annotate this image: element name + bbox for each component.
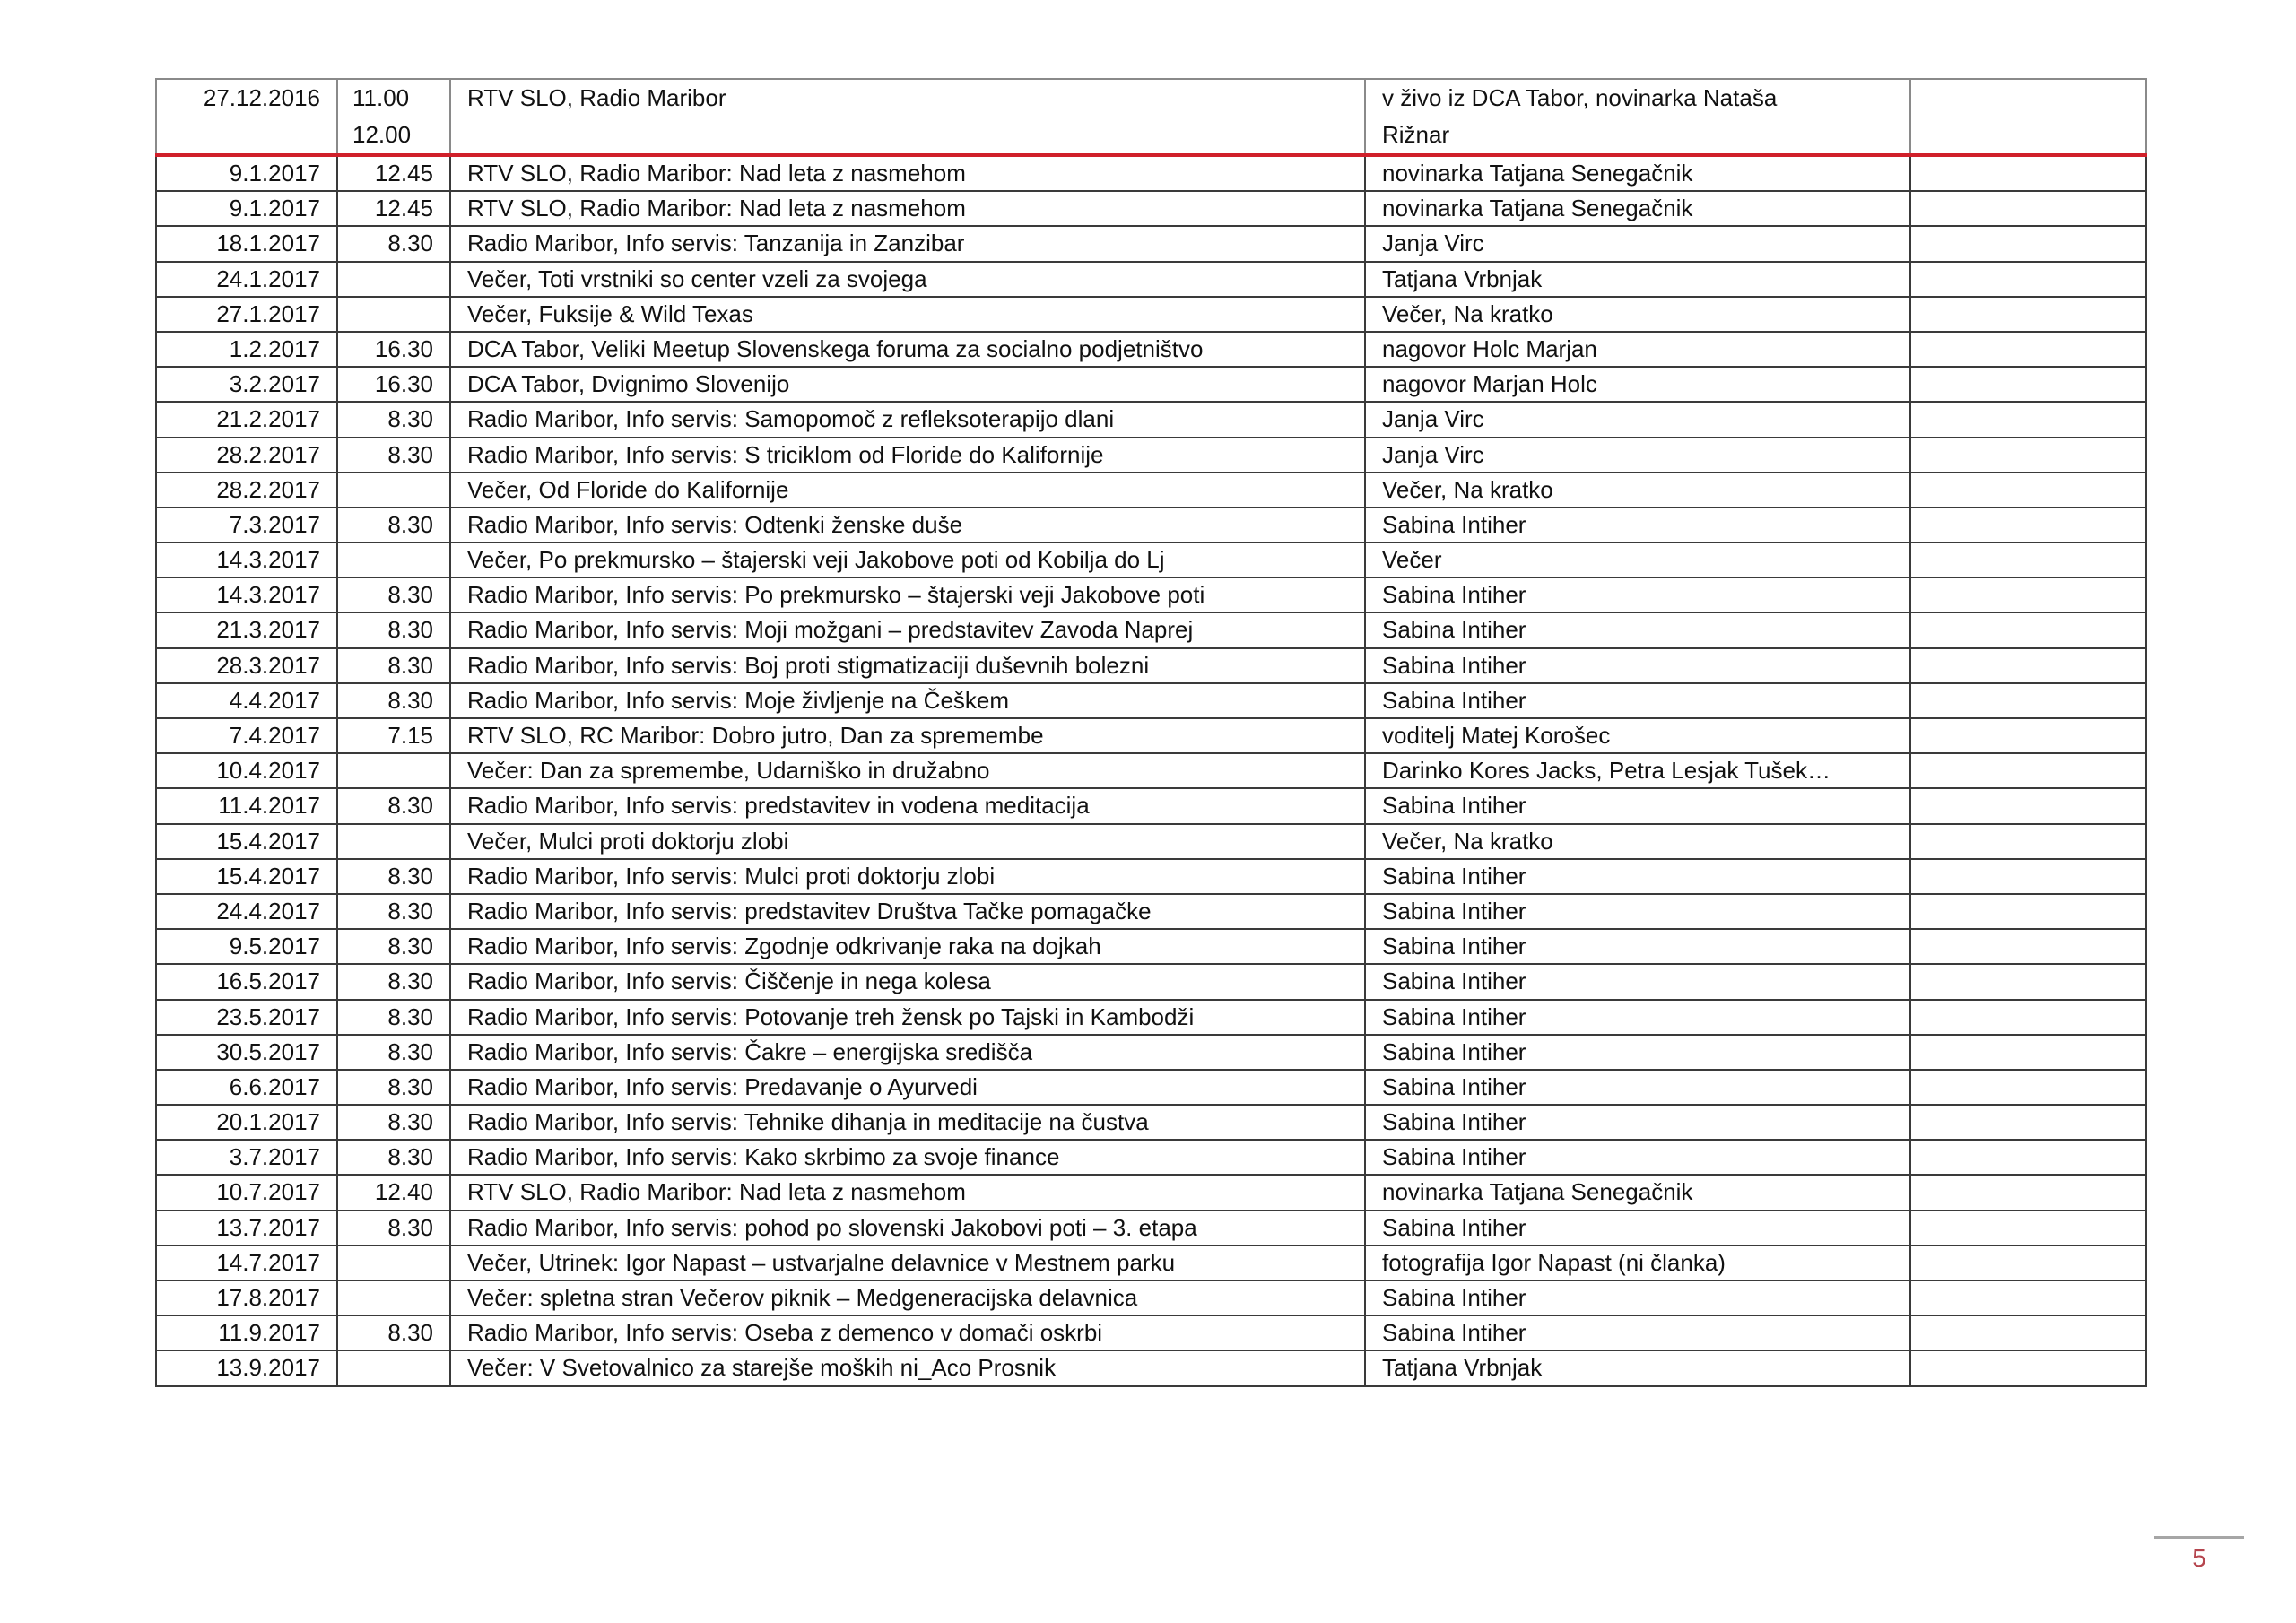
time-cell (337, 1245, 450, 1280)
date-cell: 15.4.2017 (156, 824, 337, 859)
table-row (156, 367, 2146, 402)
note-cell (1910, 683, 2146, 718)
source-cell: nagovor Holc Marjan (1365, 332, 1910, 367)
table-row (156, 1175, 2146, 1210)
time-cell: 8.30 (337, 226, 450, 261)
note-cell (1910, 1070, 2146, 1105)
time-cell: 8.30 (337, 1105, 450, 1140)
date-cell: 27.12.2016 (156, 79, 337, 155)
source-cell: Sabina Intiher (1365, 612, 1910, 647)
time-cell: 16.30 (337, 367, 450, 402)
title-cell: DCA Tabor, Dvignimo Slovenijo (450, 367, 1365, 402)
title-cell: Radio Maribor, Info servis: pohod po slovenski Jakobovi poti – 3. etapa (450, 1211, 1365, 1245)
table-row (156, 718, 2146, 753)
table-row (156, 332, 2146, 367)
title-cell: RTV SLO, Radio Maribor: Nad leta z nasmehom (450, 1175, 1365, 1210)
source-line: Rižnar (1382, 121, 1450, 148)
note-cell (1910, 577, 2146, 612)
date-cell: 11.9.2017 (156, 1315, 337, 1350)
note-cell (1910, 1035, 2146, 1070)
title-cell: Radio Maribor, Info servis: S triciklom od Floride do Kalifornije (450, 438, 1365, 473)
note-cell (1910, 226, 2146, 261)
source-cell: Večer, Na kratko (1365, 297, 1910, 332)
time-start: 11.00 (352, 84, 410, 111)
table-row (156, 297, 2146, 332)
source-cell: Sabina Intiher (1365, 859, 1910, 894)
source-cell (1365, 79, 1910, 155)
table-row (156, 1211, 2146, 1245)
table-row (156, 1000, 2146, 1035)
note-cell (1910, 1280, 2146, 1315)
date-cell: 13.9.2017 (156, 1350, 337, 1385)
time-cell: 8.30 (337, 508, 450, 542)
page-number: 5 (2192, 1544, 2206, 1572)
title-cell: Radio Maribor, Info servis: Moji možgani – predstavitev Zavoda Naprej (450, 612, 1365, 647)
note-cell (1910, 508, 2146, 542)
source-cell: nagovor Marjan Holc (1365, 367, 1910, 402)
title-cell: Radio Maribor, Info servis: Mulci proti doktorju zlobi (450, 859, 1365, 894)
note-cell (1910, 1000, 2146, 1035)
time-cell: 8.30 (337, 788, 450, 823)
title-cell: Radio Maribor, Info servis: Čakre – energijska središča (450, 1035, 1365, 1070)
title-cell: Radio Maribor, Info servis: Potovanje treh žensk po Tajski in Kambodži (450, 1000, 1365, 1035)
title-cell: Radio Maribor, Info servis: predstavitev Društva Tačke pomagačke (450, 894, 1365, 929)
date-cell: 14.7.2017 (156, 1245, 337, 1280)
table-row (156, 1245, 2146, 1280)
note-cell (1910, 718, 2146, 753)
time-cell: 8.30 (337, 577, 450, 612)
time-cell (337, 753, 450, 788)
title-cell: Večer: Dan za spremembe, Udarniško in družabno (450, 753, 1365, 788)
time-cell: 8.30 (337, 1211, 450, 1245)
note-cell (1910, 894, 2146, 929)
note-cell (1910, 1315, 2146, 1350)
note-cell (1910, 191, 2146, 226)
table-row (156, 753, 2146, 788)
date-cell: 28.3.2017 (156, 648, 337, 683)
source-cell: Sabina Intiher (1365, 964, 1910, 999)
source-cell: Sabina Intiher (1365, 1280, 1910, 1315)
note-cell (1910, 1245, 2146, 1280)
date-cell: 21.2.2017 (156, 402, 337, 437)
time-cell (337, 1350, 450, 1385)
table-row (156, 683, 2146, 718)
source-cell: Večer (1365, 542, 1910, 577)
note-cell (1910, 438, 2146, 473)
table-row (156, 226, 2146, 261)
table-row (156, 964, 2146, 999)
date-cell: 9.1.2017 (156, 191, 337, 226)
note-cell (1910, 824, 2146, 859)
source-cell: Sabina Intiher (1365, 648, 1910, 683)
time-cell: 8.30 (337, 438, 450, 473)
time-cell: 12.45 (337, 191, 450, 226)
time-cell (337, 824, 450, 859)
title-cell: Radio Maribor, Info servis: Odtenki ženske duše (450, 508, 1365, 542)
note-cell (1910, 1211, 2146, 1245)
time-cell: 8.30 (337, 859, 450, 894)
source-cell: Večer, Na kratko (1365, 473, 1910, 508)
table-row (156, 473, 2146, 508)
note-cell (1910, 753, 2146, 788)
date-cell: 9.5.2017 (156, 929, 337, 964)
footer-rule (2154, 1536, 2244, 1539)
source-cell: Darinko Kores Jacks, Petra Lesjak Tušek… (1365, 753, 1910, 788)
title-cell: Radio Maribor, Info servis: Kako skrbimo za svoje finance (450, 1140, 1365, 1175)
note-cell (1910, 332, 2146, 367)
title-cell: Radio Maribor, Info servis: Po prekmursko – štajerski veji Jakobove poti (450, 577, 1365, 612)
title-cell: DCA Tabor, Veliki Meetup Slovenskega foruma za socialno podjetništvo (450, 332, 1365, 367)
date-cell: 28.2.2017 (156, 473, 337, 508)
title-cell: Radio Maribor, Info servis: Samopomoč z refleksoterapijo dlani (450, 402, 1365, 437)
table-row (156, 1350, 2146, 1385)
source-cell: Tatjana Vrbnjak (1365, 1350, 1910, 1385)
date-cell: 1.2.2017 (156, 332, 337, 367)
time-cell (337, 297, 450, 332)
note-cell (1910, 1175, 2146, 1210)
date-cell: 30.5.2017 (156, 1035, 337, 1070)
time-cell: 8.30 (337, 648, 450, 683)
source-cell: Sabina Intiher (1365, 1140, 1910, 1175)
title-cell: Radio Maribor, Info servis: Tehnike dihanja in meditacije na čustva (450, 1105, 1365, 1140)
date-cell: 14.3.2017 (156, 577, 337, 612)
source-cell: Tatjana Vrbnjak (1365, 262, 1910, 297)
time-cell (337, 262, 450, 297)
table-row (156, 542, 2146, 577)
note-cell (1910, 964, 2146, 999)
title-cell: RTV SLO, Radio Maribor (450, 79, 1365, 155)
date-cell: 23.5.2017 (156, 1000, 337, 1035)
media-appearances-table (155, 78, 2147, 1387)
note-cell (1910, 859, 2146, 894)
table-row (156, 1070, 2146, 1105)
time-cell: 8.30 (337, 1070, 450, 1105)
date-cell: 24.4.2017 (156, 894, 337, 929)
table-row (156, 262, 2146, 297)
note-cell (1910, 929, 2146, 964)
source-cell: Večer, Na kratko (1365, 824, 1910, 859)
source-cell: Sabina Intiher (1365, 1035, 1910, 1070)
date-cell: 10.4.2017 (156, 753, 337, 788)
source-cell: Janja Virc (1365, 402, 1910, 437)
title-cell: Večer, Od Floride do Kalifornije (450, 473, 1365, 508)
time-cell: 12.45 (337, 155, 450, 191)
table-row (156, 577, 2146, 612)
date-cell: 11.4.2017 (156, 788, 337, 823)
table-row (156, 612, 2146, 647)
date-cell: 27.1.2017 (156, 297, 337, 332)
source-cell: Sabina Intiher (1365, 577, 1910, 612)
source-cell: Sabina Intiher (1365, 1070, 1910, 1105)
time-cell (337, 473, 450, 508)
source-cell: Sabina Intiher (1365, 894, 1910, 929)
note-cell (1910, 297, 2146, 332)
source-cell: Janja Virc (1365, 438, 1910, 473)
table-row (156, 859, 2146, 894)
date-cell: 18.1.2017 (156, 226, 337, 261)
note-cell (1910, 612, 2146, 647)
title-cell: Večer, Toti vrstniki so center vzeli za svojega (450, 262, 1365, 297)
time-cell: 7.15 (337, 718, 450, 753)
source-cell: novinarka Tatjana Senegačnik (1365, 191, 1910, 226)
title-cell: Radio Maribor, Info servis: predstavitev in vodena meditacija (450, 788, 1365, 823)
time-cell: 8.30 (337, 1000, 450, 1035)
date-cell: 15.4.2017 (156, 859, 337, 894)
title-cell: Radio Maribor, Info servis: Oseba z demenco v domači oskrbi (450, 1315, 1365, 1350)
table-row (156, 155, 2146, 191)
note-cell (1910, 262, 2146, 297)
title-cell: RTV SLO, Radio Maribor: Nad leta z nasmehom (450, 155, 1365, 191)
time-cell: 8.30 (337, 683, 450, 718)
time-cell: 8.30 (337, 1140, 450, 1175)
date-cell: 17.8.2017 (156, 1280, 337, 1315)
date-cell: 7.4.2017 (156, 718, 337, 753)
date-cell: 10.7.2017 (156, 1175, 337, 1210)
time-cell (337, 1280, 450, 1315)
source-cell: Sabina Intiher (1365, 1000, 1910, 1035)
date-cell: 14.3.2017 (156, 542, 337, 577)
table-row (156, 894, 2146, 929)
title-cell: Radio Maribor, Info servis: Moje življenje na Češkem (450, 683, 1365, 718)
time-cell: 8.30 (337, 929, 450, 964)
date-cell: 21.3.2017 (156, 612, 337, 647)
source-cell: Sabina Intiher (1365, 929, 1910, 964)
table-row (156, 1140, 2146, 1175)
title-cell: Radio Maribor, Info servis: Tanzanija in Zanzibar (450, 226, 1365, 261)
note-cell (1910, 542, 2146, 577)
date-cell: 13.7.2017 (156, 1211, 337, 1245)
time-cell: 8.30 (337, 964, 450, 999)
source-cell: novinarka Tatjana Senegačnik (1365, 155, 1910, 191)
source-line: v živo iz DCA Tabor, novinarka Nataša (1382, 84, 1778, 111)
note-cell (1910, 1105, 2146, 1140)
title-cell: Radio Maribor, Info servis: Zgodnje odkrivanje raka na dojkah (450, 929, 1365, 964)
table-row (156, 648, 2146, 683)
date-cell: 28.2.2017 (156, 438, 337, 473)
note-cell (1910, 1140, 2146, 1175)
date-cell: 16.5.2017 (156, 964, 337, 999)
table-row (156, 929, 2146, 964)
table-row (156, 508, 2146, 542)
title-cell: Večer: spletna stran Večerov piknik – Medgeneracijska delavnica (450, 1280, 1365, 1315)
table-row (156, 1035, 2146, 1070)
note-cell (1910, 155, 2146, 191)
time-end: 12.00 (352, 121, 412, 148)
table-row (156, 788, 2146, 823)
table-row (156, 824, 2146, 859)
date-cell: 6.6.2017 (156, 1070, 337, 1105)
note-cell (1910, 788, 2146, 823)
table-row (156, 402, 2146, 437)
note-cell (1910, 367, 2146, 402)
note-cell (1910, 402, 2146, 437)
note-cell (1910, 79, 2146, 155)
table-row (156, 191, 2146, 226)
time-cell (337, 542, 450, 577)
date-cell: 24.1.2017 (156, 262, 337, 297)
title-cell: Večer, Fuksije & Wild Texas (450, 297, 1365, 332)
title-cell: Večer: V Svetovalnico za starejše moških ni_Aco Prosnik (450, 1350, 1365, 1385)
table-row (156, 79, 2146, 155)
time-cell: 8.30 (337, 1035, 450, 1070)
time-cell: 12.40 (337, 1175, 450, 1210)
table-row (156, 438, 2146, 473)
table-row (156, 1105, 2146, 1140)
source-cell: Sabina Intiher (1365, 1315, 1910, 1350)
source-cell: Janja Virc (1365, 226, 1910, 261)
time-cell: 8.30 (337, 894, 450, 929)
title-cell: Večer, Utrinek: Igor Napast – ustvarjalne delavnice v Mestnem parku (450, 1245, 1365, 1280)
source-cell: Sabina Intiher (1365, 1105, 1910, 1140)
title-cell: Večer, Po prekmursko – štajerski veji Jakobove poti od Kobilja do Lj (450, 542, 1365, 577)
source-cell: Sabina Intiher (1365, 683, 1910, 718)
date-cell: 3.7.2017 (156, 1140, 337, 1175)
source-cell: Sabina Intiher (1365, 1211, 1910, 1245)
date-cell: 9.1.2017 (156, 155, 337, 191)
table-body (156, 79, 2146, 1386)
title-cell: Radio Maribor, Info servis: Predavanje o Ayurvedi (450, 1070, 1365, 1105)
note-cell (1910, 473, 2146, 508)
source-cell: voditelj Matej Korošec (1365, 718, 1910, 753)
table-row (156, 1280, 2146, 1315)
date-cell: 7.3.2017 (156, 508, 337, 542)
source-cell: novinarka Tatjana Senegačnik (1365, 1175, 1910, 1210)
title-cell: Radio Maribor, Info servis: Čiščenje in nega kolesa (450, 964, 1365, 999)
time-cell: 8.30 (337, 612, 450, 647)
time-cell (337, 79, 450, 155)
source-cell: Sabina Intiher (1365, 788, 1910, 823)
date-cell: 4.4.2017 (156, 683, 337, 718)
note-cell (1910, 648, 2146, 683)
date-cell: 20.1.2017 (156, 1105, 337, 1140)
date-cell: 3.2.2017 (156, 367, 337, 402)
title-cell: RTV SLO, RC Maribor: Dobro jutro, Dan za spremembe (450, 718, 1365, 753)
title-cell: Radio Maribor, Info servis: Boj proti stigmatizaciji duševnih bolezni (450, 648, 1365, 683)
title-cell: RTV SLO, Radio Maribor: Nad leta z nasmehom (450, 191, 1365, 226)
table-row (156, 1315, 2146, 1350)
time-cell: 8.30 (337, 1315, 450, 1350)
time-cell: 8.30 (337, 402, 450, 437)
title-cell: Večer, Mulci proti doktorju zlobi (450, 824, 1365, 859)
time-cell: 16.30 (337, 332, 450, 367)
source-cell: Sabina Intiher (1365, 508, 1910, 542)
note-cell (1910, 1350, 2146, 1385)
source-cell: fotografija Igor Napast (ni članka) (1365, 1245, 1910, 1280)
